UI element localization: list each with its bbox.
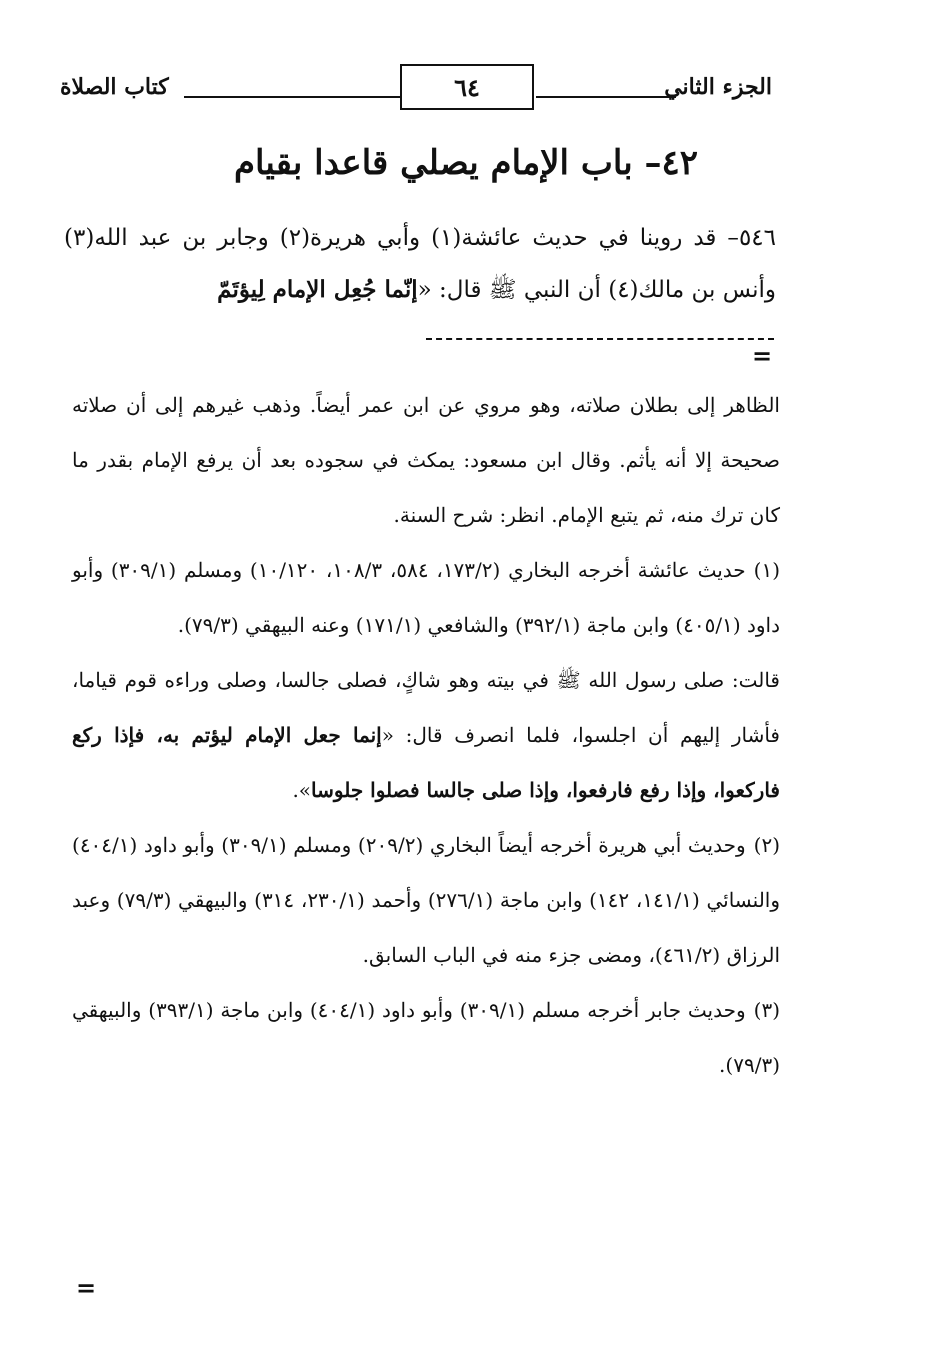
footnote-1-cont-quote: إنما جعل الإمام ليؤتم به، فإذا ركع فاركعوا، وإذا رفع فارفعوا، وإذا صلى جالسا فصلوا جلوسا: [72, 723, 780, 802]
chapter-title: ٤٢– باب الإمام يصلي قاعدا بقيام: [233, 143, 699, 183]
header-rule-right: [536, 96, 676, 98]
footnote-1-cont-end: ».: [292, 778, 312, 802]
header-rule-left: [184, 96, 400, 98]
footnote-divider: [426, 338, 774, 340]
footnote-1-text: حديث عائشة أخرجه البخاري (١٧٣/٢، ٥٨٤، ١٠٨/٣، ١٠/١٢٠) ومسلم (٣٠٩/١) وأبو داود (٤٠٥/١) وابن ماجة (٣٩٢/١) والشافعي (١٧١/١) وعنه البيهقي (٧٩/٣).: [72, 558, 780, 637]
footnote-3: [72, 983, 780, 1093]
continuation-mark-top: =: [752, 341, 773, 370]
footnotes: [72, 378, 780, 1093]
footnote-continuation: الظاهر إلى بطلان صلاته، وهو مروي عن ابن عمر أيضاً. وذهب غيرهم إلى أن صلاته صحيحة إلا أنه يأثم. وقال ابن مسعود: يمكث في سجوده بعد أن يرفع الإمام بقدر ما كان ترك منه، ثم يتبع الإمام. انظر: شرح السنة.: [72, 393, 780, 527]
page-number-box: [400, 64, 534, 110]
footnote-3-number: (٣): [753, 998, 781, 1022]
footnote-2: [72, 818, 780, 983]
page-number: ٦٤: [454, 72, 480, 102]
header-volume-title: الجزء الثاني: [664, 74, 772, 100]
footnote-3-text: وحديث جابر أخرجه مسلم (٣٠٩/١) وأبو داود (٤٠٤/١) وابن ماجة (٣٩٣/١) والبيهقي (٧٩/٣).: [72, 998, 780, 1077]
footnote-2-text: وحديث أبي هريرة أخرجه أيضاً البخاري (٢٠٩/٢) ومسلم (٣٠٩/١) وأبو داود (٤٠٤/١) والنسائي (١٤١/١، ١٤٢) وابن ماجة (٢٧٦/١) وأحمد (٢٣٠/١، ٣١٤) والبيهقي (٧٩/٣) وعبد الرزاق (٤٦١/٢)، ومضى جزء منه في الباب السابق.: [72, 833, 780, 967]
main-paragraph: [64, 212, 776, 316]
footnote-1-cont-plain: قالت: صلى رسول الله ﷺ في بيته وهو شاكٍ، فصلى جالسا، وصلى وراءه قوم قياما، فأشار إليهم أن اجلسوا، فلما انصرف قال: «: [72, 668, 780, 747]
footnote-2-number: (٢): [753, 833, 781, 857]
main-text: [64, 212, 776, 316]
continuation-mark-bottom: =: [76, 1273, 97, 1302]
header-book-title: كتاب الصلاة: [60, 74, 169, 100]
hadith-quote: إنّما جُعِل الإمام لِيؤتَمّ: [217, 276, 418, 303]
footnote-1-continuation: [72, 653, 780, 818]
main-paragraph-text: ٥٤٦– قد روينا في حديث عائشة(١) وأبي هريرة(٢) وجابر بن عبد الله(٣) وأنس بن مالك(٤) أن النبي ﷺ قال: «: [64, 225, 776, 303]
footnote-1-number: (١): [753, 558, 781, 582]
footnote-1: [72, 543, 780, 653]
running-header: [60, 60, 772, 120]
